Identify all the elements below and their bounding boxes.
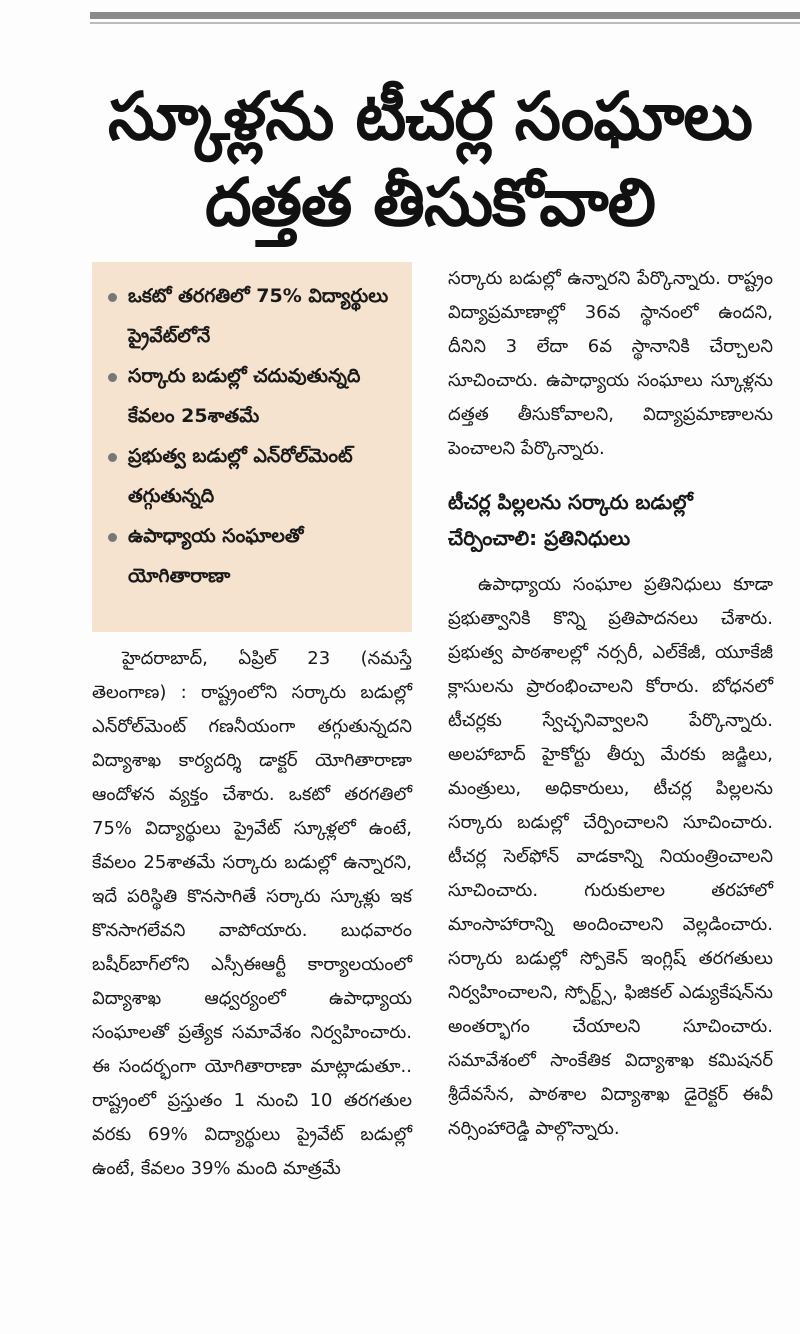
highlight-item: ఒకటో తరగతిలో 75% విద్యార్థులు ప్రైవేట్‌లోనే bbox=[106, 276, 402, 356]
highlight-item: సర్కారు బడుల్లో చదువుతున్నది కేవలం 25శాతమే bbox=[106, 356, 402, 436]
article-paragraph: సర్కారు బడుల్లో ఉన్నారని పేర్కొన్నారు. రాష్ట్రం విద్యాప్రమాణాల్లో 36వ స్థానంలో ఉందని, దీనిని 3 లేదా 6వ స్థానానికి చేర్చాలని సూచించారు. ఉపాధ్యాయ సంఘాలు స్కూళ్లను దత్తత తీసుకోవాలని, విద్యాప్రమాణాలను పెంచాలని పేర్కొన్నారు. bbox=[448, 268, 773, 459]
subheading: టీచర్ల పిల్లలను సర్కారు బడుల్లో చేర్పించాలి: ప్రతినిధులు bbox=[448, 490, 693, 550]
left-column bbox=[92, 642, 412, 1186]
highlights-box bbox=[92, 262, 412, 632]
highlight-item: ప్రభుత్వ బడుల్లో ఎన్‌రోల్‌మెంట్ తగ్గుతున్నది bbox=[106, 436, 402, 516]
right-column bbox=[448, 262, 773, 1146]
article-paragraph: హైదరాబాద్, ఏప్రిల్ 23 (నమస్తే తెలంగాణ) : రాష్ట్రంలోని సర్కారు బడుల్లో ఎన్‌రోల్‌మెంట్ గణనీయంగా తగ్గుతున్నదని విద్యాశాఖ కార్యదర్శి డాక్టర్ యోగితారాణా ఆందోళన వ్యక్తం చేశారు. ఒకటో తరగతిలో 75% విద్యార్థులు ప్రైవేట్ స్కూళ్లలో ఉంటే, కేవలం 25శాతమే సర్కారు బడుల్లో ఉన్నారని, ఇదే పరిస్థితి కొనసాగితే సర్కారు స్కూళ్లు ఇక కొనసాగలేవని వాపోయారు. బుధవారం బషీర్‌బాగ్‌లోని ఎస్సీఈఆర్టీ కార్యాలయంలో విద్యాశాఖ ఆధ్వర్యంలో ఉపాధ్యాయ సంఘాలతో ప్రత్యేక సమావేశం నిర్వహించారు. ఈ సందర్భంగా యోగితారాణా మాట్లాడుతూ.. రాష్ట్రంలో ప్రస్తుతం 1 నుంచి 10 తరగతుల వరకు 69% విద్యార్థులు ప్రైవేట్ బడుల్లో ఉంటే, కేవలం 39% మంది మాత్రమే bbox=[92, 648, 412, 1179]
highlights-list bbox=[92, 262, 412, 596]
highlight-item: ఉపాధ్యాయ సంఘాలతో యోగితారాణా bbox=[106, 516, 402, 596]
top-rule-thin bbox=[90, 22, 800, 24]
top-rule bbox=[90, 12, 800, 19]
article-paragraph: ఉపాధ్యాయ సంఘాల ప్రతినిధులు కూడా ప్రభుత్వానికి కొన్ని ప్రతిపాదనలు చేశారు. ప్రభుత్వ పాఠశాలల్లో నర్సరీ, ఎల్‌కేజీ, యూకేజీ క్లాసులను ప్రారంభించాలని కోరారు. బోధనలో టీచర్లకు స్వేచ్ఛనివ్వాలని పేర్కొన్నారు. అలహాబాద్ హైకోర్టు తీర్పు మేరకు జడ్జిలు, మంత్రులు, అధికారులు, టీచర్ల పిల్లలను సర్కారు బడుల్లో చేర్పించాలని సూచించారు. టీచర్ల సెల్‌ఫోన్ వాడకాన్ని నియంత్రించాలని సూచించారు. గురుకులాల తరహాలో మాంసాహారాన్ని అందించాలని వెల్లడించారు. సర్కారు బడుల్లో స్పోకెన్ ఇంగ్లిష్ తరగతులు నిర్వహించాలని, స్పోర్ట్స్, ఫిజికల్ ఎడ్యుకేషన్‌ను అంతర్భాగం చేయాలని సూచించారు. సమావేశంలో సాంకేతిక విద్యాశాఖ కమిషనర్ శ్రీదేవసేన, పాఠశాల విద్యాశాఖ డైరెక్టర్ ఈవీ నర్సింహారెడ్డి పాల్గొన్నారు. bbox=[448, 574, 773, 1139]
headline-line-2: దత్తత తీసుకోవాలి bbox=[205, 164, 655, 241]
headline-line-1: స్కూళ్లను టీచర్ల సంఘాలు bbox=[107, 78, 753, 155]
